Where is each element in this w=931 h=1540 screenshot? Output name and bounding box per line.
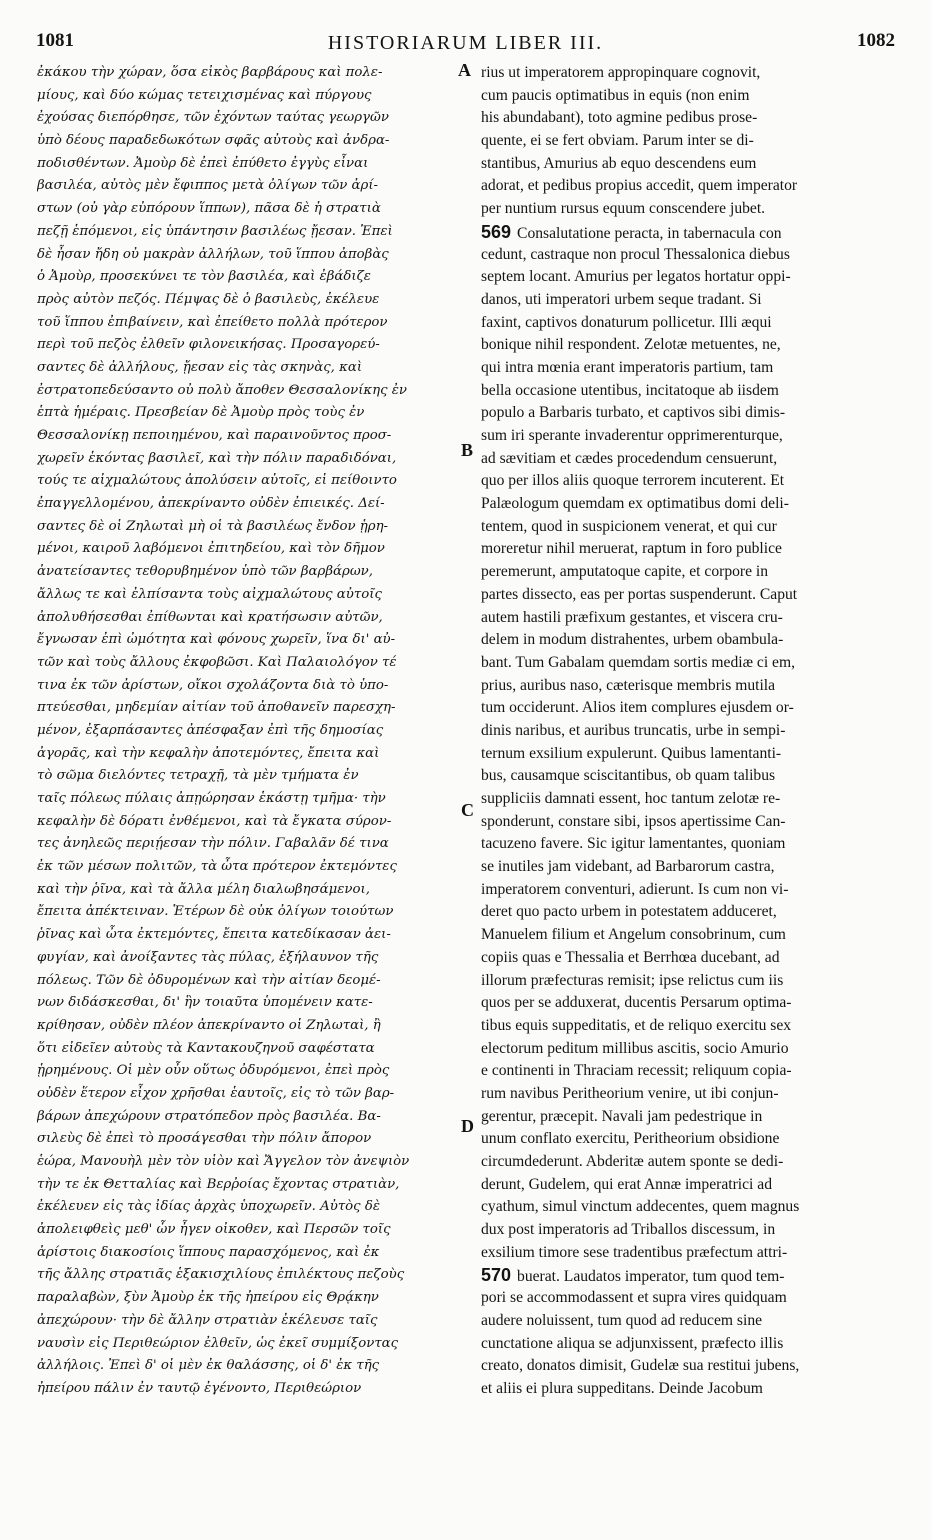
greek-text-line: ἀγορᾶς, καὶ τὴν κεφαλὴν ἀποτεμόντες, ἔπειτα καὶ [37, 745, 380, 761]
greek-text-line: ἀνατείσαντες τεθορυβημένον ὑπὸ τῶν βαρβάρων, [37, 564, 373, 580]
greek-text-line: τῆς ἄλλης στρατιᾶς ἑξακισχιλίους ἐπιλέκτους πεζοὺς [37, 1267, 405, 1283]
margin-marker-d: D [461, 1116, 474, 1136]
greek-text-line: τοῦ ἵππου ἐπιβαίνειν, καὶ ἐπείθετο πολλὰ πρότερον [37, 314, 388, 330]
greek-text-line: σιλεὺς δὲ ἐπεὶ τὸ προσάγεσθαι τὴν πόλιν ἄπορον [37, 1131, 372, 1147]
latin-text-line: audere noluissent, tum quod ad reducem sine [481, 1311, 763, 1329]
latin-text-line: illorum præfecturas remisit; ipse relictus cum iis [481, 971, 784, 989]
greek-text-line: κρίθησαν, οὐδὲν πλέον ἀπεκρίναντο οἱ Ζηλωταὶ, ἢ [37, 1017, 381, 1033]
latin-text-line: sponderunt, constare sibi, ipsos apertissime Can- [481, 812, 786, 830]
latin-text-line: imperatorem conventuri, adierunt. Is cum non vi- [481, 880, 789, 898]
latin-text-line: rius ut imperatorem appropinquare cognovit, [481, 64, 761, 81]
latin-text-line: Manuelem filium et Angelum consobrinum, cum [481, 926, 786, 944]
latin-text-line: quos per se adduxerat, ducentis Persarum optima- [481, 994, 792, 1012]
greek-text-line: ὁ Ἀμοὺρ, προσεκύνει τε τὸν βασιλέα, καὶ ἐβάδιζε [37, 269, 371, 285]
greek-text-line: ἐκέλευεν εἰς τὰς ἰδίας ἀρχὰς ὑποχωρεῖν. Αὐτὸς δὲ [37, 1199, 380, 1215]
greek-text-line: ἑπτὰ ἡμέραις. Πρεσβείαν δὲ Ἀμοὺρ πρὸς τοὺς ἐν [37, 405, 365, 421]
latin-text-line: septem locant. Amurius per legatos hortatur oppi- [481, 268, 791, 286]
greek-text-line: ἀλλήλοις. Ἐπεὶ δ' οἱ μὲν ἐκ θαλάσσης, οἱ δ' ἐκ τῆς [37, 1358, 380, 1374]
greek-text-line: οὐδὲν ἕτερον εἶχον χρῆσθαι ἑαυτοῖς, εἰς τὸ τῶν βαρ- [37, 1085, 395, 1101]
latin-text-line: cedunt, castraque non procul Thessalonica diebus [481, 245, 790, 263]
latin-text-line: e continenti in Thraciam recessit; reliquum copia- [481, 1062, 792, 1080]
greek-text-line: μένον, ἐξαρπάσαντες ἀπέσφαξαν ἐπὶ τῆς δημοσίας [37, 722, 384, 738]
latin-text-line: bella occasione utentibus, incitatoque ab iisdem [481, 381, 779, 399]
greek-text-line: σαντες δὲ οἱ Ζηλωταὶ μὴ οἱ τὰ βασιλέως ἔνδον ᾑρη- [37, 518, 389, 534]
greek-text-line: τούς τε αἰχμαλώτους ἀπολύσειν αὐτοῖς, εἰ πείθοιντο [37, 473, 397, 489]
latin-text-line: electorum peditum millibus ascitis, socio Amurio [481, 1039, 789, 1057]
greek-text-line: μίους, καὶ δύο κώμας τετειχισμένας καὶ πύργους [37, 87, 372, 103]
greek-text-line: ἄλλως τε καὶ ἐλπίσαντα τοὺς αἰχμαλώτους αὐτοῖς [37, 586, 382, 602]
greek-text-line: ἀρίστοις διακοσίοις ἵππους παρασχόμενος, καὶ ἐκ [37, 1244, 380, 1260]
margin-marker-c: C [461, 800, 474, 820]
greek-text-line: καὶ τὴν ῥῖνα, καὶ τὰ ἄλλα μέλη διαλωβησάμενοι, [37, 881, 370, 897]
greek-text-column [37, 62, 460, 1401]
latin-text-line: tentem, quod in suspicionem venerat, et qui cur [481, 517, 777, 535]
latin-text-line: creato, donatos dimisit, Gudelæ sua restitui jubens, [481, 1357, 800, 1375]
greek-text-line: ἀπολειφθεὶς μεθ' ὧν ἦγεν οἰκοθεν, καὶ Περσῶν τοῖς [37, 1222, 391, 1238]
latin-text-line: copiis quas e Thessalia et Berrhœa ducebant, ad [481, 948, 780, 966]
latin-text-line: suppliciis damnati essent, hoc tantum zelotæ re- [481, 790, 781, 807]
page-number-left: 1081 [36, 30, 74, 51]
greek-text-line: ἐχούσας διεπόρθησε, τῶν ἐχόντων ταύτας γεωργῶν [37, 110, 389, 126]
greek-text-line: ἐκάκου τὴν χώραν, ὅσα εἰκὸς βαρβάρους καὶ πολε- [37, 65, 383, 80]
latin-text-line [481, 1264, 895, 1287]
greek-text-line: ἑώρα, Μανουὴλ μὲν τὸν υἱὸν καὶ Ἄγγελον τὸν ἀνεψιὸν [37, 1154, 410, 1169]
latin-text-line: unum conflato exercitu, Peritheorium obsidione [481, 1130, 780, 1148]
greek-text-line: ἔπειτα ἀπέκτειναν. Ἑτέρων δὲ οὐκ ὀλίγων τοιούτων [37, 904, 394, 920]
latin-text-line: danos, uti imperatori urbem seque tradant. Si [481, 290, 762, 308]
latin-text-line: autem hastili præfixum gestantes, et viscera cru- [481, 608, 783, 626]
latin-text-line: moreretur nihil meruerat, raptum in foro publice [481, 540, 782, 558]
latin-text-line: qui intra mœnia erant imperatoris partium, tam [481, 358, 774, 376]
latin-text-line: rum navibus Peritheorium venire, ut ibi conjun- [481, 1084, 779, 1102]
latin-text-line: per nuntium rursus equum conscendere jubet. [481, 200, 766, 218]
latin-text-line: delem in modum distrahentes, urbem obambula- [481, 631, 784, 649]
latin-text-line: adorat, et pedibus propius accedit, quem imperator [481, 177, 798, 195]
latin-text-column [481, 62, 895, 1401]
latin-text-line: prius, auribus naso, cæterisque membris mutila [481, 676, 776, 694]
latin-text-line: faxint, captivos donaturum pollicetur. Illi æqui [481, 313, 772, 331]
greek-text-line: ἀπολυθήσεσθαι ἐπίθωνται καὶ κρατήσωσιν αὐτῶν, [37, 609, 383, 625]
latin-text-line: ad sævitiam et cædes procedendum censuerunt, [481, 449, 778, 467]
greek-text-line: στων (οὐ γὰρ εὐπόρουν ἵππων), πᾶσα δὲ ἡ στρατιὰ [37, 201, 381, 217]
page-header [0, 24, 931, 64]
latin-text-line: bus, causamque sciscitantibus, ob quam talibus [481, 767, 776, 785]
latin-text-line: partes dissecto, eas per portas suspenderunt. Caput [481, 585, 798, 603]
page-number-right: 1082 [857, 30, 895, 51]
greek-text-line: ἀπεχώρουν· τὴν δὲ ἄλλην στρατιὰν ἐκέλευσε ταῖς [37, 1312, 378, 1328]
running-title: HISTORIARUM LIBER III. [327, 32, 604, 54]
greek-text-line: ἐστρατοπεδεύσαντο οὐ πολὺ ἄποθεν Θεσσαλονίκης ἐν [37, 382, 408, 398]
greek-text-line: νων διδάσκεσθαι, δι' ἣν τοιαῦτα ὑπομένειν κατε- [37, 995, 373, 1011]
latin-text-line: deret quo pacto urbem in potestatem adduceret, [481, 903, 777, 921]
greek-text-line: τὴν τε ἐκ Θετταλίας καὶ Βερῤοίας ἔχοντας στρατιὰν, [37, 1176, 400, 1192]
greek-text-line: βάρων ἀπεχώρουν στρατόπεδον πρὸς βασιλέα. Βα- [37, 1108, 381, 1124]
greek-text-line: σαντες δὲ ἀλλήλους, ᾔεσαν εἰς τὰς σκηνὰς, καὶ [37, 359, 363, 375]
greek-text-line: τῶν καὶ τοὺς ἄλλους ἐκφοβῶσι. Καὶ Παλαιολόγον τέ [37, 654, 397, 670]
latin-text-line: bant. Tum Gabalam quemdam sortis mediæ ci em, [481, 653, 796, 671]
latin-text-line: stantibus, Amurius ab equo descendens eum [481, 154, 757, 172]
greek-text-line: πόλεως. Τῶν δὲ ὀδυρομένων καὶ τὴν αἰτίαν δεομέ- [37, 972, 381, 988]
greek-text-line: βασιλέα, αὐτὸς μὲν ἔφιππος μετὰ ὀλίγων τῶν ἀρί- [37, 178, 379, 194]
latin-text-line: cunctatione aliqua se adjunxissent, præfecto illis [481, 1334, 784, 1352]
latin-text-line: tibus equis suppeditatis, et de reliquo exercitu sex [481, 1016, 792, 1034]
greek-text-line: Θεσσαλονίκῃ πεποιημένου, καὶ παραινοῦντος προσ- [37, 428, 392, 443]
latin-text-line: circumdederunt. Abderitæ autem sponte se dedi- [481, 1153, 784, 1170]
latin-text-line: cyathum, simul vinctum addecentes, quem magnus [481, 1198, 800, 1216]
latin-text-line: peremerunt, amputatoque capite, et corpore in [481, 563, 769, 581]
greek-text-line: ἔγνωσαν ἐπὶ ὠμότητα καὶ φόνους χωρεῖν, ἵνα δι' αὐ- [37, 632, 396, 648]
latin-text-line: quo per illos aliis quoque terrorem incuterent. Et [481, 472, 785, 490]
greek-text-line: ταῖς πόλεως πύλαις ἀπῃώρησαν ἑκάστῃ τμῆμα· τὴν [37, 791, 386, 806]
greek-text-line: δὲ ἦσαν ἤδη οὐ μακρὰν ἀλλήλων, τοῦ ἵππου ἀποβὰς [37, 246, 389, 262]
greek-text-line: πτεύεσθαι, μηδεμίαν αἰτίαν τοῦ ἀποθανεῖν παρεσχη- [37, 700, 396, 716]
greek-text-line: πεζῇ ἑπόμενοι, εἰς ὑπάντησιν βασιλέως ᾔεσαν. Ἐπεὶ [37, 223, 393, 239]
latin-text-line: tum occiderunt. Alios item complures ejusdem or- [481, 699, 794, 717]
latin-text-fragment: buerat. Laudatos imperator, tum quod tem- [517, 1268, 785, 1286]
latin-text-line: dux post imperatoris ad Triballos discessum, in [481, 1221, 776, 1239]
greek-text-line: τες ἀνηλεῶς περιῄεσαν τὴν πόλιν. Γαβαλᾶν δέ τινα [37, 836, 389, 852]
greek-text-line: περὶ τοῦ πεζὸς ἐλθεῖν φιλονεικήσας. Προσαγορεύ- [37, 337, 380, 353]
latin-text-line: exsilium timore sese tradentibus præfectum attri- [481, 1243, 788, 1261]
margin-marker-b: B [461, 440, 474, 460]
greek-text-line: μένοι, καιροῦ λαβόμενοι ἐπιτηδείου, καὶ τὸν δῆμον [37, 541, 385, 557]
section-number: 569 [481, 221, 512, 242]
latin-text-line: populo a Barbaris turbato, et captivos sibi dimis- [481, 404, 786, 422]
margin-marker-a: A [458, 60, 471, 80]
greek-text-line: ἠπείρου πάλιν ἐν ταυτῷ ἐγένοντο, Περιθεώριον [37, 1380, 362, 1396]
latin-text-line: tacuzeno favere. Sic igitur lamentantes, quoniam [481, 835, 786, 853]
latin-text-line: et aliis ei plura suppeditans. Deinde Jacobum [481, 1379, 763, 1397]
greek-text-line: κεφαλὴν δὲ δόρατι ἐνθέμενοι, καὶ τὰ ἔγκατα σύρον- [37, 813, 392, 829]
greek-text-line: ὑπὸ δέους παραδεδωκότων σφᾶς αὐτοὺς καὶ ἀνδρα- [37, 133, 390, 149]
greek-text-line: ποδισθέντων. Ἀμοὺρ δὲ ἐπεὶ ἐπύθετο ἐγγὺς εἶναι [37, 155, 369, 171]
greek-text-line: ᾑρημένους. Οἱ μὲν οὖν οὕτως ὀδυρόμενοι, ἐπεὶ πρὸς [37, 1063, 390, 1079]
section-number: 570 [481, 1265, 512, 1286]
latin-text-line: his abundabant), toto agmine pedibus prose- [481, 109, 758, 127]
latin-text-line: pori se accommodassent et supra vires quidquam [481, 1289, 787, 1307]
greek-text-line: ναυσὶν εἰς Περιθεώριον ἐλθεῖν, ὡς ἐκεῖ συμμίξοντας [37, 1335, 399, 1351]
latin-text-fragment: Consalutatione peracta, in tabernacula con [517, 224, 782, 242]
latin-text-line: bonique nihil respondent. Zelotæ metuentes, ne, [481, 336, 781, 354]
latin-text-line: cum paucis optimatibus in equis (non enim [481, 86, 750, 104]
greek-text-line: τὸ σῶμα διελόντες τετραχῇ, τὰ μὲν τμήματα ἐν [37, 768, 359, 784]
greek-text-line: ἐκ τῶν μέσων πολιτῶν, τὰ ὦτα πρότερον ἐκτεμόντες [37, 859, 397, 875]
latin-text-line: Palæologum quemdam ex optimatibus domi deli- [481, 495, 789, 513]
greek-text-line: χωρεῖν ἑκόντας βασιλεῖ, καὶ τὴν πόλιν παραδιδόναι, [37, 450, 397, 466]
latin-text-line: gerentur, præcepit. Navali jam pedestrique in [481, 1107, 763, 1125]
greek-text-line: ῥῖνας καὶ ὦτα ἐκτεμόντες, ἔπειτα κατεδίκασαν ἀει- [37, 927, 391, 943]
greek-text-line: φυγίαν, καὶ ἀνοίξαντες τὰς πύλας, ἐξήλαυνον τῆς [37, 949, 379, 965]
greek-text-line: ἐπαγγελλομένου, ἀπεκρίναντο οὐδὲν ἐπιεικές. Δεί- [37, 496, 385, 512]
greek-text-line: τινα ἐκ τῶν ἀρίστων, οἴκοι σχολάζοντα διὰ τὸ ὑπο- [37, 677, 389, 693]
greek-text-line: παραλαβὼν, ξὺν Ἀμοὺρ ἐκ τῆς ἠπείρου εἰς Θρᾴκην [37, 1290, 379, 1306]
latin-text-line [481, 221, 895, 244]
greek-text-line: ὅτι εἰδεῖεν αὐτοὺς τὰ Καντακουζηνοῦ σαφέστατα [37, 1040, 375, 1056]
greek-text-line: πρὸς αὐτὸν πεζός. Πέμψας δὲ ὁ βασιλεὺς, ἐκέλευε [37, 291, 380, 307]
latin-text-line: derunt, Gudelem, qui erat Annæ imperatrici ad [481, 1175, 772, 1193]
latin-text-line: ternum exsilium expulerunt. Quibus lamentanti- [481, 744, 782, 762]
latin-text-line: se inutiles jam videbant, ad Barbarorum castra, [481, 858, 775, 876]
latin-text-line: sum iri sperante invaderentur opprimerenturque, [481, 427, 783, 444]
latin-text-line: quente, ei se fert obviam. Parum inter se di- [481, 132, 754, 150]
latin-text-line: dinis naribus, et auribus truncatis, urbe in sempi- [481, 721, 786, 739]
